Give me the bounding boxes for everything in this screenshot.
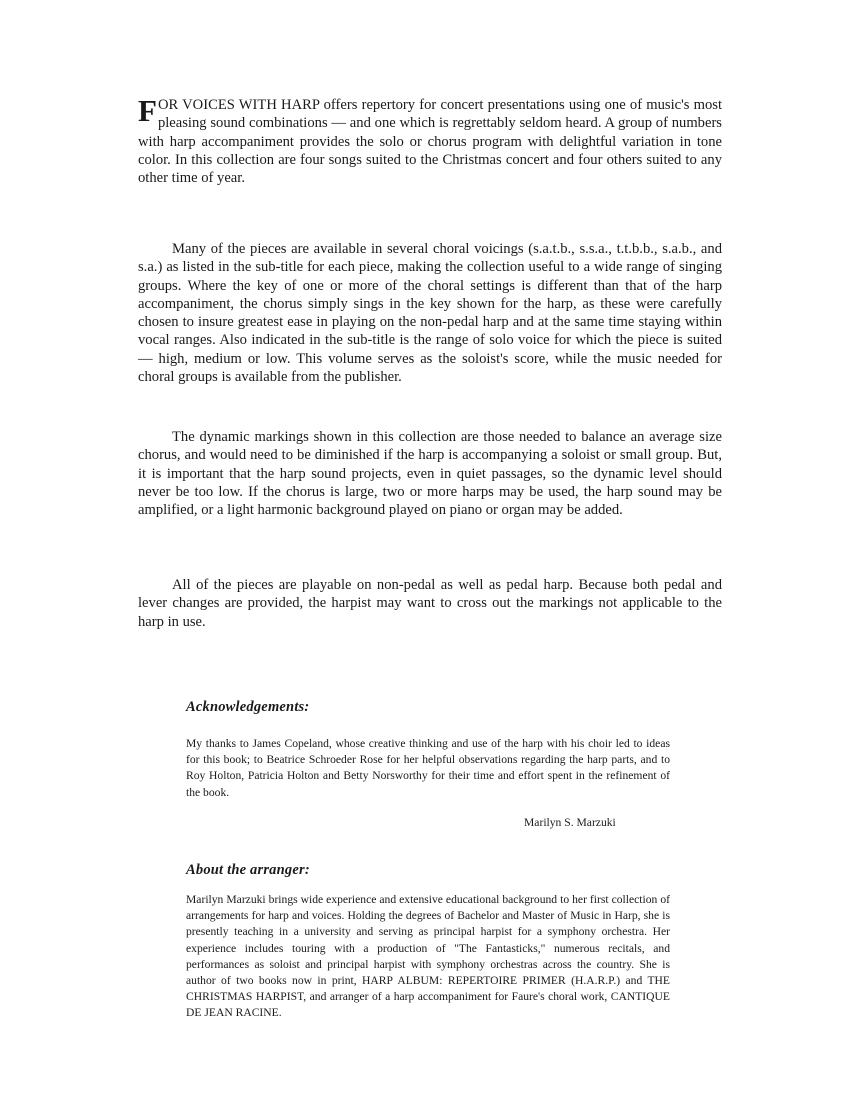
intro-paragraph-1-text: OR VOICES WITH HARP offers repertory for concert presentations using one of music's most pleasing sound combinations — and one which is regrettably seldom heard. A group of numbers with harp accompaniment provides the solo or chorus program with delightful variation in tone color. In this collection are four songs suited to the Christmas concert and four others suited to any other time of year. <box>138 97 722 187</box>
acknowledgements-text: My thanks to James Copeland, whose creative thinking and use of the harp with his choir led to ideas for this book; to Beatrice Schroeder Rose for her helpful observations regarding the harp parts, and to Roy Holton, Patricia Holton and Betty Norsworthy for their time and effort spent in the refinement of the book. <box>186 737 670 799</box>
about-arranger-heading: About the arranger: <box>186 862 310 878</box>
intro-paragraph-4: All of the pieces are playable on non-pedal as well as pedal harp. Because both pedal and lever changes are provided, the harpist may want to cross out the markings not applicable to the harp in use. <box>138 577 722 630</box>
intro-paragraph-3: The dynamic markings shown in this collection are those needed to balance an average size chorus, and would need to be diminished if the harp is accompanying a soloist or small group. But, it is important that the harp sound projects, even in quiet passages, so the dynamic level should never be too low. If the chorus is large, two or more harps may be used, the harp sound may be amplified, or a light harmonic background played on piano or organ may be added. <box>138 429 722 519</box>
intro-paragraph-2: Many of the pieces are available in several choral voicings (s.a.t.b., s.s.a., t.t.b.b., s.a.b., and s.a.) as listed in the sub-title for each piece, making the collection useful to a wide range of singing groups. Where the key of one or more of the choral settings is different than that of the harp accompaniment, the chorus simply sings in the key shown for the harp, as these were carefully chosen to insure greatest ease in playing on the non-pedal harp and at the same time staying within vocal ranges. Also indicated in the sub-title is the range of solo voice for which the piece is suited — high, medium or low. This volume serves as the soloist's score, while the music needed for choral groups is available from the publisher. <box>138 241 722 386</box>
acknowledgements-heading: Acknowledgements: <box>186 699 310 715</box>
about-arranger-text: Marilyn Marzuki brings wide experience and extensive educational background to her first collection of arrangements for harp and voices. Holding the degrees of Bachelor and Master of Music in Harp, she is presently teaching in a university and serving as principal harpist for a symphony orchestra. Her experience includes touring with a production of "The Fantasticks," numerous recitals, and performances as soloist and principal harpist with symphony orchestras across the country. She is author of two books now in print, HARP ALBUM: REPERTOIRE PRIMER (H.A.R.P.) and THE CHRISTMAS HARPIST, and arranger of a harp accompaniment for Faure's choral work, CANTIQUE DE JEAN RACINE. <box>186 893 670 1020</box>
intro-paragraph-1 <box>138 93 722 187</box>
drop-cap: F <box>138 93 157 128</box>
author-signature: Marilyn S. Marzuki <box>524 816 616 829</box>
